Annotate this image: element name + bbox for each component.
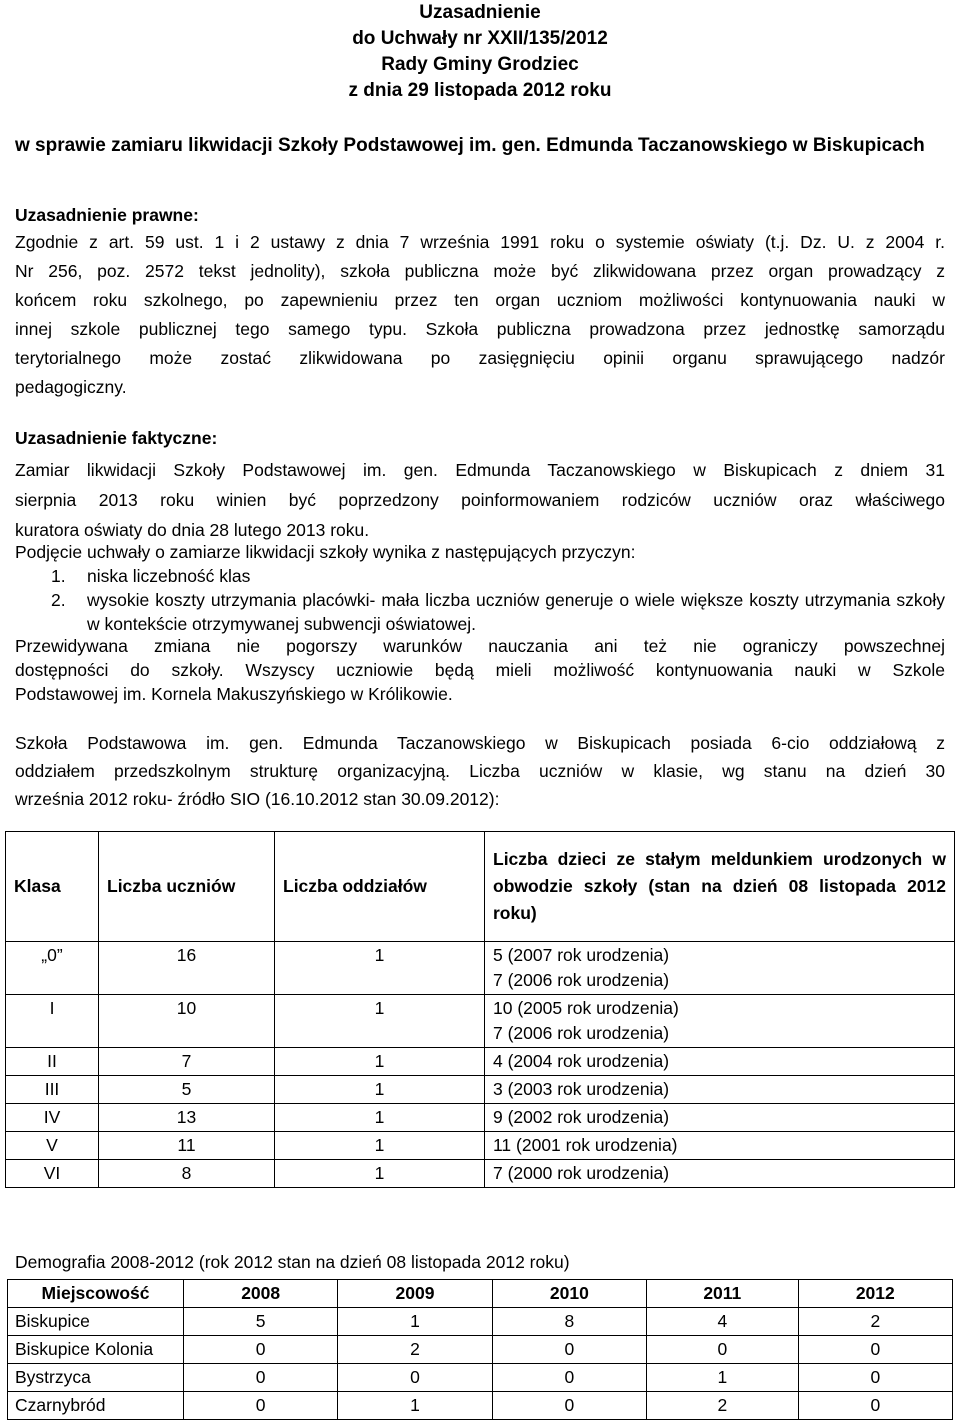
legal-justification-text	[15, 228, 945, 402]
cell-registered-children: 9 (2002 rok urodzenia)	[485, 1104, 955, 1132]
legal-justification-heading: Uzasadnienie prawne:	[15, 205, 199, 225]
document-header	[15, 0, 945, 104]
cell-divisions: 1	[275, 942, 485, 995]
birth-year-line: 7 (2006 rok urodzenia)	[493, 1023, 670, 1043]
text-line: kuratora oświaty do dnia 28 lutego 2013 roku.	[15, 520, 370, 540]
factual-justification-heading: Uzasadnienie faktyczne:	[15, 428, 218, 448]
cell-value: 0	[184, 1364, 338, 1392]
cell-divisions: 1	[275, 1048, 485, 1076]
table-row	[8, 1364, 953, 1392]
cell-value: 2	[338, 1336, 492, 1364]
text-line: Zgodnie z art. 59 ust. 1 i 2 ustawy z dnia 7 września 1991 roku o systemie oświaty (t.j. Dz. U. z 2004 r.	[15, 232, 945, 252]
cell-value: 0	[798, 1336, 952, 1364]
cell-value: 1	[338, 1308, 492, 1336]
cell-value: 0	[492, 1336, 646, 1364]
cell-class: „0”	[6, 942, 99, 995]
cell-value: 0	[647, 1336, 799, 1364]
cell-students: 11	[99, 1132, 275, 1160]
cell-registered-children: 7 (2000 rok urodzenia)	[485, 1160, 955, 1188]
birth-year-line: 7 (2006 rok urodzenia)	[493, 970, 670, 990]
table-row	[6, 1076, 955, 1104]
list-item-number: 2.	[51, 590, 66, 610]
factual-justification-text	[15, 455, 945, 545]
column-header-year: 2008	[184, 1280, 338, 1308]
classes-table	[5, 831, 955, 1188]
column-header-locality: Miejscowość	[8, 1280, 184, 1308]
table-row	[6, 1048, 955, 1076]
text-line: oddziałem przedszkolnym strukturę organizacyjną. Liczba uczniów w klasie, wg stanu na dzień 30	[15, 761, 945, 781]
cell-value: 2	[798, 1308, 952, 1336]
cell-value: 2	[647, 1392, 799, 1420]
list-item-number: 1.	[51, 566, 66, 586]
cell-divisions: 1	[275, 995, 485, 1048]
birth-year-line: 10 (2005 rok urodzenia)	[493, 998, 679, 1018]
column-header-registered-children: Liczba dzieci ze stałym meldunkiem urodzonych w obwodzie szkoły (stan na dzień 08 listopada 2012 roku)	[485, 832, 955, 942]
column-header-year: 2009	[338, 1280, 492, 1308]
cell-class: I	[6, 995, 99, 1048]
reasons-list	[15, 564, 945, 636]
text-line: pedagogiczny.	[15, 377, 127, 397]
cell-class: V	[6, 1132, 99, 1160]
birth-year-line: 5 (2007 rok urodzenia)	[493, 945, 670, 965]
cell-locality: Biskupice Kolonia	[8, 1336, 184, 1364]
header-date: z dnia 29 listopada 2012 roku	[348, 80, 612, 101]
table-row	[8, 1336, 953, 1364]
list-item	[15, 588, 945, 636]
cell-registered-children	[485, 995, 955, 1048]
cell-value: 0	[492, 1392, 646, 1420]
table-row	[6, 1104, 955, 1132]
cell-students: 16	[99, 942, 275, 995]
cell-registered-children: 4 (2004 rok urodzenia)	[485, 1048, 955, 1076]
cell-value: 0	[184, 1336, 338, 1364]
list-item-text: wysokie koszty utrzymania placówki- mała liczba uczniów generuje o wiele większe koszty utrzymania szkoły w kontekście otrzymywanej subwencji oświatowej.	[87, 590, 945, 634]
cell-locality: Bystrzyca	[8, 1364, 184, 1392]
cell-students: 10	[99, 995, 275, 1048]
cell-students: 13	[99, 1104, 275, 1132]
text-line: Szkoła Podstawowa im. gen. Edmunda Taczanowskiego w Biskupicach posiada 6-cio oddziałową z	[15, 733, 945, 753]
cell-class: II	[6, 1048, 99, 1076]
column-header-divisions: Liczba oddziałów	[275, 832, 485, 942]
reasons-intro: Podjęcie uchwały o zamiarze likwidacji szkoły wynika z następujących przyczyn:	[15, 542, 636, 562]
document-subject: w sprawie zamiaru likwidacji Szkoły Podstawowej im. gen. Edmunda Taczanowskiego w Biskupicach	[15, 135, 925, 156]
cell-registered-children: 3 (2003 rok urodzenia)	[485, 1076, 955, 1104]
table-row	[6, 942, 955, 995]
header-resolution-number: do Uchwały nr XXII/135/2012	[352, 28, 608, 49]
column-header-students: Liczba uczniów	[99, 832, 275, 942]
list-item	[15, 564, 945, 588]
cell-divisions: 1	[275, 1132, 485, 1160]
cell-registered-children: 11 (2001 rok urodzenia)	[485, 1132, 955, 1160]
text-line: innej szkole publicznej tego samego typu. Szkoła publiczna prowadzona przez jednostkę samorządu	[15, 319, 945, 339]
cell-value: 1	[647, 1364, 799, 1392]
table-header-row	[6, 832, 955, 942]
column-header-year: 2011	[647, 1280, 799, 1308]
cell-students: 5	[99, 1076, 275, 1104]
demography-title: Demografia 2008-2012 (rok 2012 stan na dzień 08 listopada 2012 roku)	[15, 1252, 570, 1272]
school-structure-paragraph	[15, 729, 945, 813]
column-header-year: 2010	[492, 1280, 646, 1308]
cell-registered-children	[485, 942, 955, 995]
cell-divisions: 1	[275, 1104, 485, 1132]
cell-value: 8	[492, 1308, 646, 1336]
table-row	[6, 1132, 955, 1160]
cell-locality: Biskupice	[8, 1308, 184, 1336]
list-item-text: niska liczebność klas	[87, 566, 251, 586]
cell-class: VI	[6, 1160, 99, 1188]
cell-value: 4	[647, 1308, 799, 1336]
cell-class: III	[6, 1076, 99, 1104]
text-line: września 2012 roku- źródło SIO (16.10.2012 stan 30.09.2012):	[15, 789, 500, 809]
table-row	[8, 1392, 953, 1420]
header-council: Rady Gminy Grodziec	[381, 54, 579, 75]
change-paragraph	[15, 634, 945, 706]
text-line: terytorialnego może zostać zlikwidowana po zasięgnięciu opinii organu sprawującego nadzór	[15, 348, 945, 368]
cell-divisions: 1	[275, 1076, 485, 1104]
cell-divisions: 1	[275, 1160, 485, 1188]
cell-value: 0	[798, 1364, 952, 1392]
header-title: Uzasadnienie	[419, 2, 541, 23]
cell-class: IV	[6, 1104, 99, 1132]
cell-value: 0	[184, 1392, 338, 1420]
cell-value: 0	[798, 1392, 952, 1420]
text-line: sierpnia 2013 roku winien być poprzedzony poinformowaniem rodziców uczniów oraz właściwego	[15, 490, 945, 510]
text-line: Podstawowej im. Kornela Makuszyńskiego w Królikowie.	[15, 684, 453, 704]
text-line: Przewidywana zmiana nie pogorszy warunków nauczania ani też nie ograniczy powszechnej	[15, 636, 945, 656]
text-line: Zamiar likwidacji Szkoły Podstawowej im. gen. Edmunda Taczanowskiego w Biskupicach z dniem 31	[15, 460, 945, 480]
cell-value: 1	[338, 1392, 492, 1420]
cell-students: 7	[99, 1048, 275, 1076]
demography-table	[7, 1279, 953, 1420]
cell-value: 5	[184, 1308, 338, 1336]
text-line: Nr 256, poz. 2572 tekst jednolity), szkoła publiczna może być zlikwidowana przez organ prowadzący z	[15, 261, 945, 281]
cell-students: 8	[99, 1160, 275, 1188]
table-row	[8, 1308, 953, 1336]
cell-locality: Czarnybród	[8, 1392, 184, 1420]
cell-value: 0	[492, 1364, 646, 1392]
column-header-year: 2012	[798, 1280, 952, 1308]
cell-value: 0	[338, 1364, 492, 1392]
table-header-row	[8, 1280, 953, 1308]
text-line: końcem roku szkolnego, po zapewnieniu przez ten organ uczniom możliwości kontynuowania nauki w	[15, 290, 945, 310]
text-line: dostępności do szkoły. Wszyscy uczniowie będą mieli możliwość kontynuowania nauki w Szkole	[15, 660, 945, 680]
column-header-class: Klasa	[6, 832, 99, 942]
table-row	[6, 995, 955, 1048]
table-row	[6, 1160, 955, 1188]
